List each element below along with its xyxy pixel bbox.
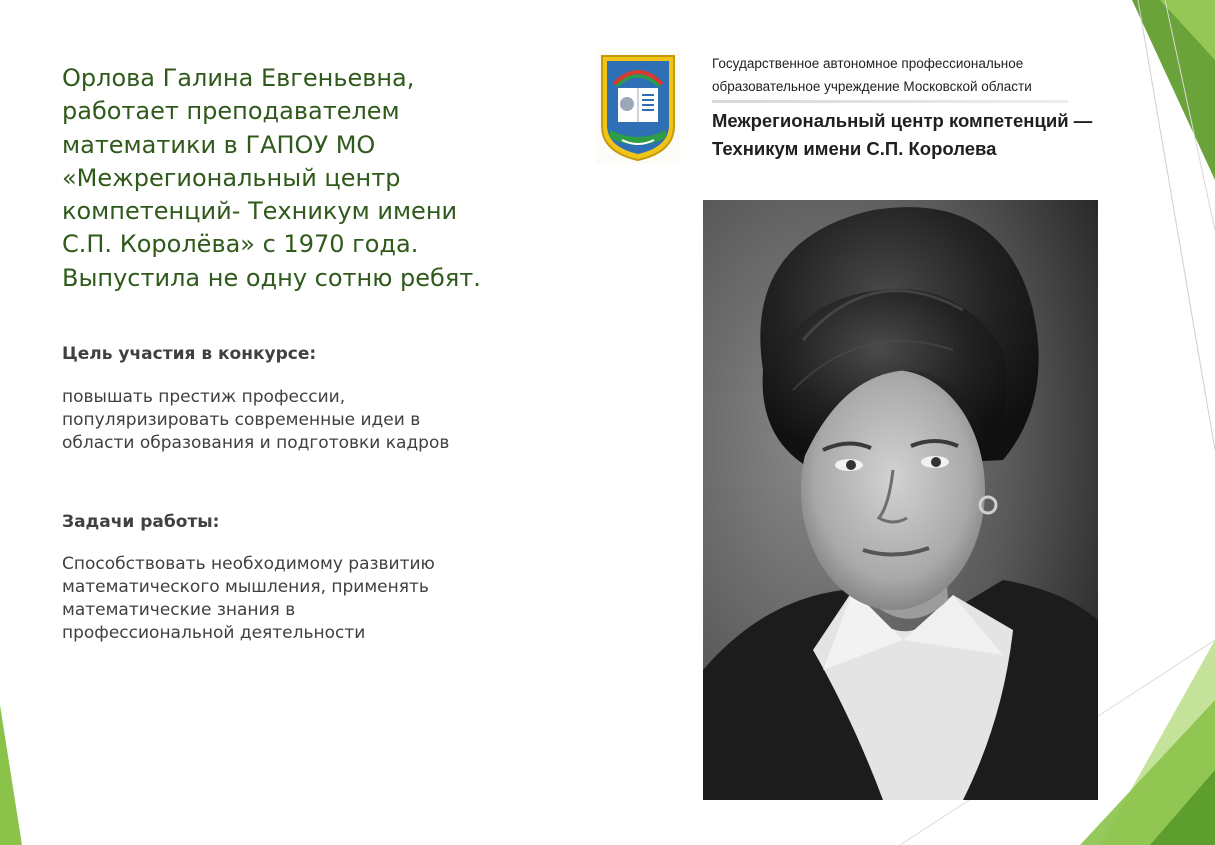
decorative-line	[1165, 0, 1215, 230]
goal-title: Цель участия в конкурсе:	[62, 344, 317, 364]
headline-line: работает преподавателем	[62, 97, 400, 126]
tasks-line: Способствовать необходимому развитию	[62, 554, 435, 574]
college-emblem-logo	[596, 48, 680, 164]
bottom-right-light-green-shape	[1100, 640, 1215, 845]
tasks-title: Задачи работы:	[62, 512, 220, 532]
tasks-line: математические знания в	[62, 600, 296, 620]
bottom-right-dark-green-shape	[1150, 770, 1215, 845]
portrait-illustration	[703, 200, 1098, 800]
goal-line: повышать престиж профессии,	[62, 387, 346, 407]
teacher-portrait-photo	[703, 200, 1098, 800]
bottom-right-green-shape	[1080, 700, 1215, 845]
tasks-line: математического мышления, применять	[62, 577, 429, 597]
goal-line: области образования и подготовки кадров	[62, 433, 450, 453]
organization-name-line: Межрегиональный центр компетенций —	[712, 110, 1093, 131]
top-right-light-green-shape	[1160, 0, 1215, 60]
headline-line: Орлова Галина Евгеньевна,	[62, 64, 415, 92]
tasks-text	[62, 553, 435, 645]
bottom-left-green-shape	[0, 705, 22, 845]
headline-line: компетенций- Техникум имени	[62, 197, 458, 226]
headline-line: С.П. Королёва» с 1970 года.	[62, 230, 419, 259]
top-right-dark-green-shape	[1132, 0, 1215, 180]
headline-line: «Межрегиональный центр	[62, 163, 401, 192]
organization-type-line: Государственное автономное профессиональное	[712, 56, 1024, 71]
teacher-introduction	[62, 62, 582, 295]
headline-line: Выпустила не одну сотню ребят.	[62, 263, 481, 292]
decorative-line	[1138, 0, 1215, 450]
organization-name-line: Техникум имени С.П. Королева	[712, 138, 997, 159]
headline-line: математики в ГАПОУ МО	[62, 130, 376, 159]
organization-divider	[712, 100, 1068, 103]
goal-text	[62, 386, 449, 455]
tasks-line: профессиональной деятельности	[62, 623, 366, 643]
goal-line: популяризировать современные идеи в	[62, 410, 421, 430]
organization-type-line: образовательное учреждение Московской области	[712, 79, 1032, 94]
